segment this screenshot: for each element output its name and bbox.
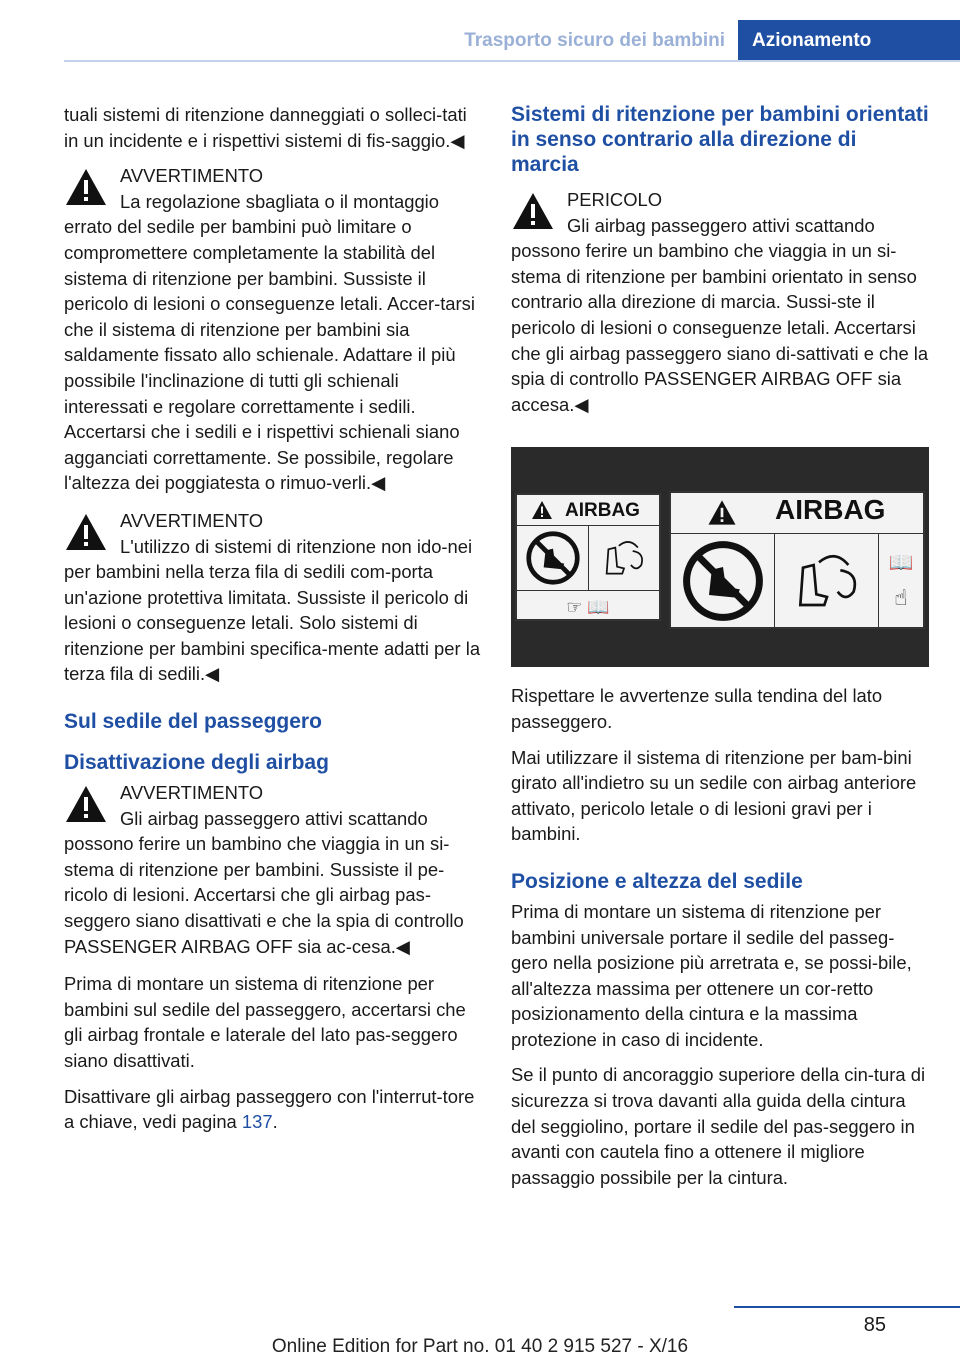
page-number: 85 <box>863 1314 886 1336</box>
no-child-seat-icon <box>525 530 581 586</box>
header-section-title: Trasporto sicuro dei bambini <box>464 30 725 51</box>
warning-title: AVVERTIMENTO <box>120 782 264 804</box>
footer-edition: Online Edition for Part no. 01 40 2 915 527 - X/16 <box>271 1336 689 1357</box>
warning-block <box>64 163 482 496</box>
warning-block <box>64 508 482 687</box>
paragraph-observe: Rispettare le avvertenze sulla tendina del lato passeggero. <box>511 685 883 732</box>
paragraph-deactivate <box>64 1084 482 1135</box>
paragraph-deactivate-text: Disattivare gli airbag passeggero con l'interrut‐tore a chiave, vedi pagina <box>64 1085 475 1133</box>
hand-book-icons: ☞ 📖 <box>566 597 610 618</box>
airbag-deploy-icon <box>598 532 650 584</box>
warning-text: La regolazione sbagliata o il montaggio errato del sedile per bambini può limitare o compromettere completamente la stabilità del sistema di ritenzione per bambini. Sussiste il pericolo di lesioni o conseguenze letali. Accer‐tarsi che il sistema di ritenzione per bambini sia saldamente fissato allo schienale. Adattare il più possibile l'inclinazione di tutti gli schienali interessati e regolare correttamente i sedili. Accertarsi che i sedili e i rispettivi schienali siano agganciati correttamente. Se possibile, regolare l'altezza dei poggiatesta o rimuo‐verli.◀ <box>64 190 475 494</box>
hand-icon: ☝ <box>894 584 908 610</box>
paragraph-before-mounting: Prima di montare un sistema di ritenzione per bambini sul sedile del passeggero, accertarsi che gli airbag frontale e laterale del lato pas‐seggero siano disattivati. <box>64 973 466 1071</box>
warning-text: Gli airbag passeggero attivi scattando possono ferire un bambino che viaggia in un si‐stema di ritenzione per bambini. Sussiste il pe‐ricolo di lesioni. Accertarsi che gli airbag pas‐seggero siano disattivati e che la spia di controllo PASSENGER AIRBAG OFF sia ac‐cesa.◀ <box>64 807 464 957</box>
heading-passenger-seat: Sul sedile del passeggero <box>64 710 322 734</box>
warning-title: AVVERTIMENTO <box>120 165 264 187</box>
book-icon: 📖 <box>888 552 914 575</box>
warning-text: L'utilizzo di sistemi di ritenzione non ido‐nei per bambini nella terza fila di sedili com‐porta un'azione protettiva limitata. Sussiste il pericolo di lesioni o conseguenze letali. Solo sistemi di ritenzione per bambini specifica‐mente adatti per la terza fila di sedili.◀ <box>64 535 481 685</box>
warning-triangle-icon <box>707 499 737 526</box>
paragraph-position-1: Prima di montare un sistema di ritenzione per bambini universale portare il sedile del passeg‐gero nella posizione più arretrata e, se possi‐bile, all'altezza massima per ottenere un cor‐retto posizionamento della cintura e la massima protezione in caso di incidente. <box>511 900 912 1050</box>
footer-rule <box>734 1306 960 1308</box>
left-column <box>64 102 482 1145</box>
right-column <box>511 102 929 1200</box>
danger-text: Gli airbag passeggero attivi scattando possono ferire un bambino che viaggia in un si‐stema di ritenzione per bambini orientato in senso contrario alla direzione di marcia. Sussi‐ste il pericolo di lesioni o conseguenze letali. Accertarsi che gli airbag passeggero siano di‐sattivati e che la spia di controllo PASSENGER AIRBAG OFF sia accesa.◀ <box>511 214 929 415</box>
danger-block <box>511 187 929 417</box>
airbag-warning-labels-figure <box>511 447 929 667</box>
danger-title: PERICOLO <box>567 189 663 210</box>
page-header <box>0 0 960 66</box>
header-rule <box>64 60 960 62</box>
paragraph-position-2: Se il punto di ancoraggio superiore della cin‐tura di sicurezza si trova davanti alla guida della cintura del seggiolino, portare il sedile del pas‐seggero in avanti con cautela fino a ottenere il migliore passaggio possibile per la cintura. <box>511 1064 926 1188</box>
airbag-label-small-title: AIRBAG <box>565 500 640 522</box>
warning-title: AVVERTIMENTO <box>120 509 264 531</box>
warning-triangle-icon <box>531 500 553 520</box>
header-chapter-tab: Azionamento <box>738 20 960 62</box>
page-reference-link[interactable]: 137 <box>241 1111 273 1133</box>
no-child-seat-icon <box>681 539 765 623</box>
warning-block <box>64 780 482 959</box>
warning-triangle-icon <box>64 167 108 207</box>
airbag-label-large <box>669 491 925 629</box>
warning-triangle-icon <box>64 512 108 552</box>
heading-rear-facing-systems: Sistemi di ritenzione per bambini orientati in senso contrario alla direzione di marcia <box>511 103 929 176</box>
paragraph-never-use: Mai utilizzare il sistema di ritenzione per bam‐bini girato all'indietro su un sedile con airbag anteriore attivato, pericolo letale o di lesioni gravi per i bambini. <box>511 746 917 845</box>
warning-triangle-icon <box>64 784 108 824</box>
airbag-deploy-icon <box>787 541 867 621</box>
heading-seat-position: Posizione e altezza del sedile <box>511 869 803 893</box>
paragraph-continuation: tuali sistemi di ritenzione danneggiati o solleci‐tati in un incidente e i rispettivi sistemi di fis‐saggio.◀ <box>64 104 467 151</box>
airbag-label-small <box>515 493 661 621</box>
airbag-label-large-title: AIRBAG <box>775 494 886 526</box>
heading-deactivate-airbags: Disattivazione degli airbag <box>64 751 329 775</box>
paragraph-deactivate-end: . <box>272 1111 278 1133</box>
warning-triangle-icon <box>511 191 555 231</box>
